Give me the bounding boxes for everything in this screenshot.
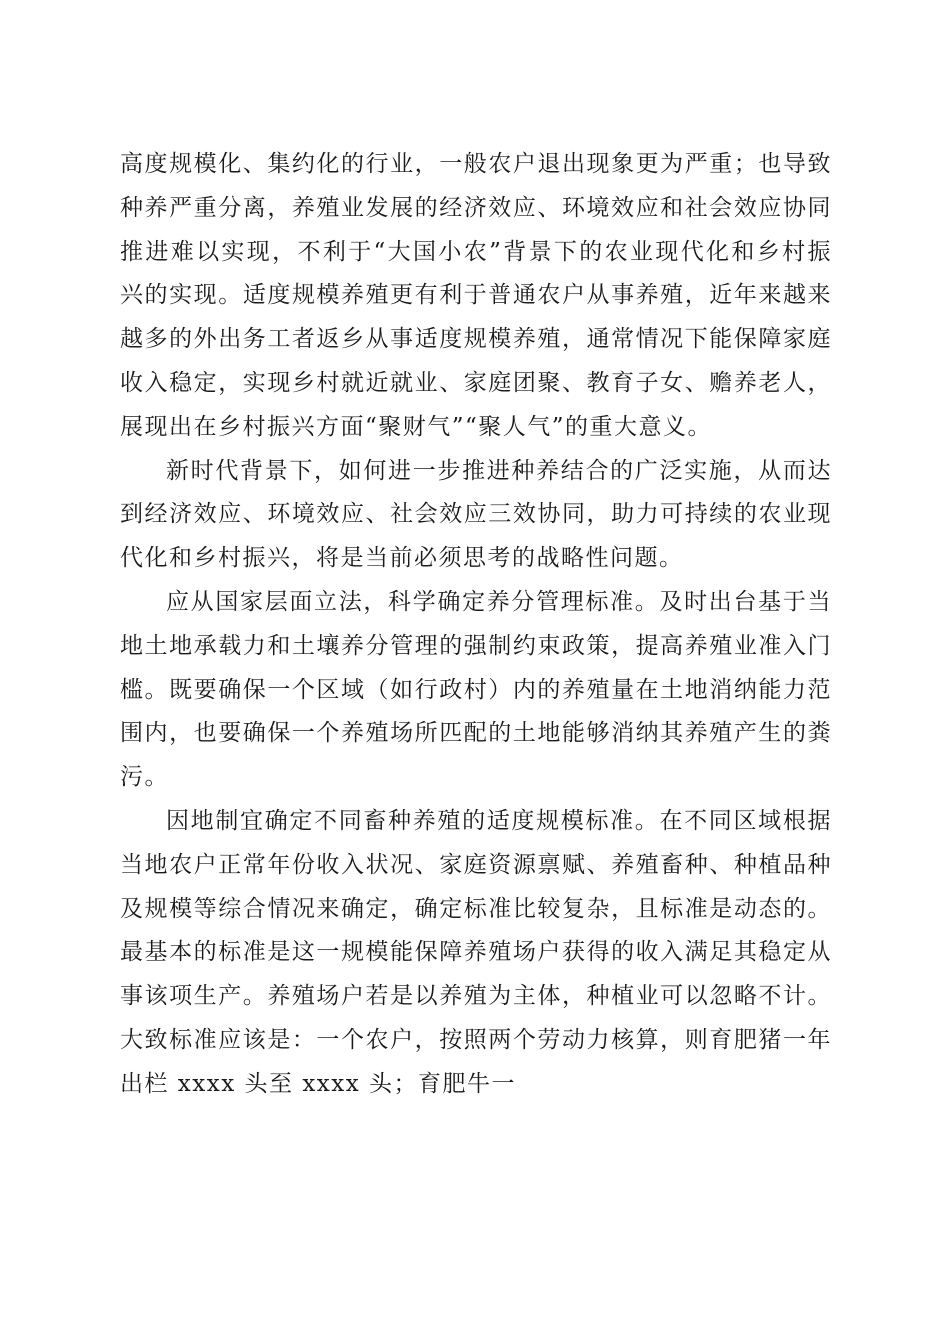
document-body — [120, 143, 832, 1107]
paragraph: 新时代背景下，如何进一步推进种养结合的广泛实施，从而达到经济效应、环境效应、社会效应三效协同，助力可持续的农业现代化和乡村振兴，将是当前必须思考的战略性问题。 — [120, 457, 832, 572]
paragraph: 因地制宜确定不同畜种养殖的适度规模标准。在不同区域根据当地农户正常年份收入状况、家庭资源禀赋、养殖畜种、种植品种及规模等综合情况来确定，确定标准比较复杂，且标准是动态的。最基本的标准是这一规模能保障养殖场户获得的收入满足其稳定从事该项生产。养殖场户若是以养殖为主体，种植业可以忽略不计。大致标准应该是：一个农户，按照两个劳动力核算，则育肥猪一年出栏 xxxx 头至 xxxx 头；育肥牛一 — [120, 807, 832, 1097]
paragraph: 应从国家层面立法，科学确定养分管理标准。及时出台基于当地土地承载力和土壤养分管理的强制约束政策，提高养殖业准入门槛。既要确保一个区域（如行政村）内的养殖量在土地消纳能力范围内，也要确保一个养殖场所匹配的土地能够消纳其养殖产生的粪污。 — [120, 588, 832, 791]
paragraph-continued: 高度规模化、集约化的行业，一般农户退出现象更为严重；也导致种养严重分离，养殖业发展的经济效应、环境效应和社会效应协同推进难以实现，不利于“大国小农”背景下的农业现代化和乡村振兴的实现。适度规模养殖更有利于普通农户从事养殖，近年来越来越多的外出务工者返乡从事适度规模养殖，通常情况下能保障家庭收入稳定，实现乡村就近就业、家庭团聚、教育子女、赡养老人，展现出在乡村振兴方面“聚财气”“聚人气”的重大意义。 — [120, 151, 832, 440]
